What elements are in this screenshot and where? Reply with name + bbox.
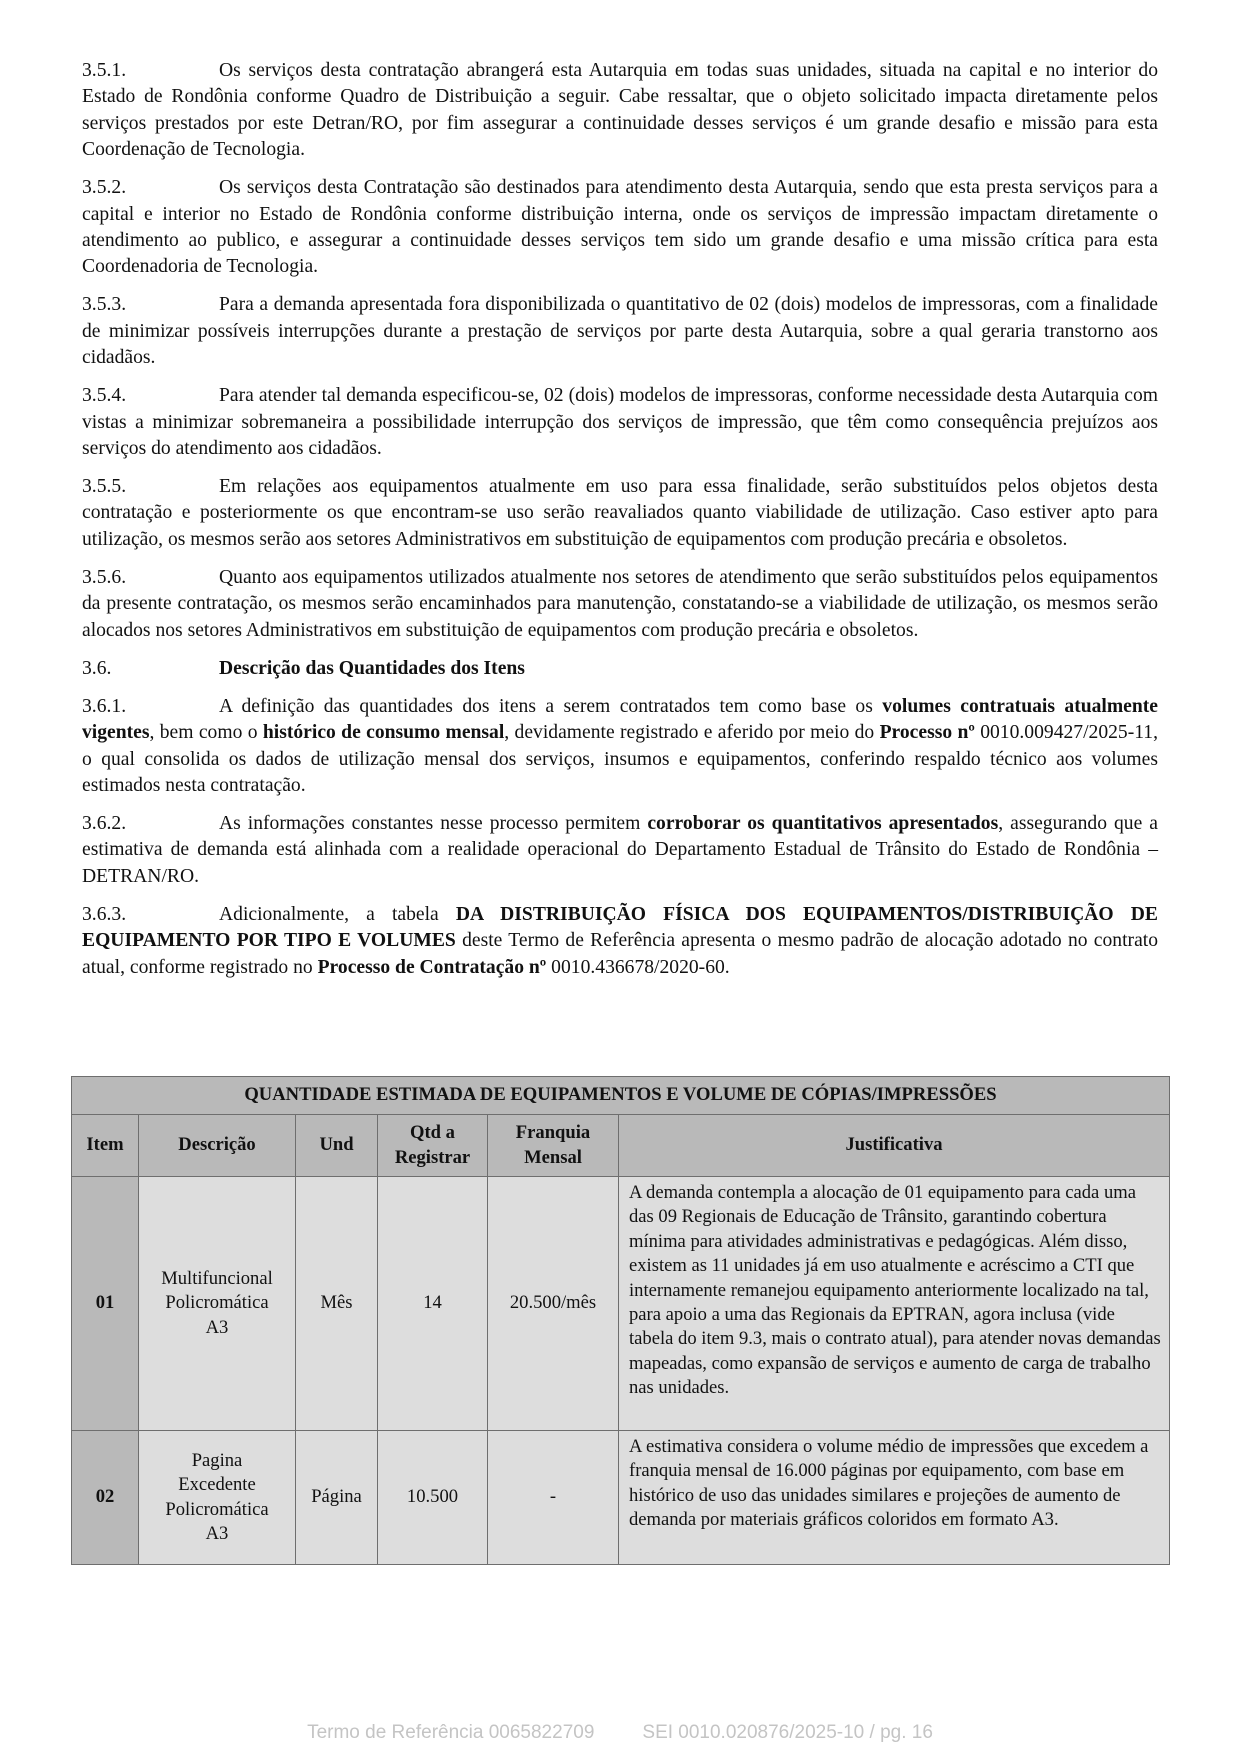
paragraph-text: , bem como o <box>149 722 263 744</box>
document-body <box>82 58 1158 993</box>
paragraph-text: Em relações aos equipamentos atualmente em uso para essa finalidade, serão substituídos pelos objetos desta contratação e posteriormente os que encontram-se uso serão reavaliados quanto viabilidade de utilização. Caso estiver apto para utilização, os mesmos serão aos setores Administrativos em substituição de equipamentos com produção precária e obsoletos. <box>82 476 1158 550</box>
paragraph-text: 0010.009427/2025-11, o qual consolida os dados de utilização mensal dos serviços, insumos e equipamentos, conferindo respaldo técnico aos volumes estimados nesta contratação. <box>82 722 1159 796</box>
header-qtd <box>378 1115 488 1177</box>
header-qtd-line2: Registrar <box>394 1146 471 1168</box>
quantity-table <box>71 1076 1170 1565</box>
bold-text: DA DISTRIBUIÇÃO FÍSICA DOS EQUIPAMENTOS/DISTRIBUIÇÃO DE EQUIPAMENTO POR TIPO E VOLUMES <box>82 903 1158 952</box>
cell-qtd: 14 <box>378 1177 488 1431</box>
desc-line: Policromática <box>165 1292 269 1314</box>
paragraph-text: 0010.436678/2020-60. <box>546 956 730 978</box>
header-item: Item <box>72 1115 139 1177</box>
section-number: 3.6. <box>82 657 112 679</box>
header-justificativa: Justificativa <box>619 1115 1170 1177</box>
paragraph-text: , assegurando que a estimativa de demanda está alinhada com a realidade operacional do Departamento Estadual de Trânsito do Estado de Rondônia – DETRAN/RO. <box>82 812 1158 887</box>
header-qtd-line1: Qtd a <box>410 1122 455 1144</box>
table-title: QUANTIDADE ESTIMADA DE EQUIPAMENTOS E VOLUME DE CÓPIAS/IMPRESSÕES <box>72 1077 1170 1115</box>
header-und: Und <box>296 1115 378 1177</box>
bold-text: histórico de consumo mensal <box>262 722 505 744</box>
paragraph-text: Os serviços desta Contratação são destinados para atendimento desta Autarquia, sendo que esta presta serviços para a capital e interior no Estado de Rondônia conforme distribuição interna, onde os serviços de impressão impactam diretamente o atendimento ao publico, e assegurar a continuidade desses serviços tem sido um grande desafio e uma missão crítica para esta Coordenadoria de Tecnologia. <box>82 177 1158 278</box>
cell-descricao <box>139 1431 296 1565</box>
bold-text: volumes contratuais atualmente vigentes <box>82 695 1158 744</box>
section-number: 3.6.1. <box>82 695 127 717</box>
paragraph-text: Adicionalmente, a tabela <box>219 903 456 925</box>
desc-line: Policromática <box>165 1498 269 1520</box>
section-number: 3.6.3. <box>82 903 127 925</box>
header-descricao: Descrição <box>139 1115 296 1177</box>
paragraph-text: Para atender tal demanda especificou-se, 02 (dois) modelos de impressoras, conforme necessidade desta Autarquia com vistas a minimizar sobremaneira a possibilidade interrupção dos serviços de impressão, que têm como consequência prejuízos aos serviços do atendimento aos cidadãos. <box>82 385 1158 460</box>
footer-document-ref: Termo de Referência 0065822709 <box>307 1722 595 1743</box>
desc-line: A3 <box>205 1522 229 1544</box>
bold-text: corroborar os quantitativos apresentados <box>647 812 999 834</box>
section-number: 3.5.3. <box>82 294 127 316</box>
cell-und: Mês <box>296 1177 378 1431</box>
paragraph-text: deste Termo de Referência apresenta o mesmo padrão de alocação adotado no contrato atual, conforme registrado no <box>82 930 1159 978</box>
section-number: 3.5.2. <box>82 177 127 199</box>
paragraph <box>82 175 1158 281</box>
cell-qtd: 10.500 <box>378 1431 488 1565</box>
bold-text: Descrição das Quantidades dos Itens <box>219 657 525 679</box>
paragraph-text: , devidamente registrado e aferido por meio do <box>504 722 880 744</box>
bold-text: Processo de Contratação nº <box>317 956 547 978</box>
cell-franquia: 20.500/mês <box>488 1177 619 1431</box>
paragraph <box>82 694 1158 800</box>
cell-und: Página <box>296 1431 378 1565</box>
paragraph-text: Para a demanda apresentada fora disponibilizada o quantitativo de 02 (dois) modelos de impressoras, com a finalidade de minimizar possíveis interrupções durante a prestação de serviços por parte desta Autarquia, sobre a qual geraria transtorno aos cidadãos. <box>82 294 1158 369</box>
bold-text: Processo nº <box>879 722 975 744</box>
table-row <box>72 1177 1170 1431</box>
cell-item: 02 <box>72 1431 139 1565</box>
section-number: 3.5.5. <box>82 476 127 498</box>
desc-line: Excedente <box>178 1474 256 1496</box>
section-number: 3.5.1. <box>82 60 127 81</box>
paragraph <box>82 474 1158 553</box>
paragraph-text: Os serviços desta contratação abrangerá esta Autarquia em todas suas unidades, situada na capital e no interior do Estado de Rondônia conforme Quadro de Distribuição a seguir. Cabe ressaltar, que o objeto solicitado impacta diretamente pelos serviços prestados por este Detran/RO, por fim assegurar a continuidade desses serviços é um grande desafio e missão para esta Coordenação de Tecnologia. <box>82 60 1158 161</box>
paragraph <box>82 292 1158 371</box>
paragraph-text: A definição das quantidades dos itens a serem contratados tem como base os <box>219 695 883 717</box>
cell-descricao <box>139 1177 296 1431</box>
cell-justificativa: A demanda contempla a alocação de 01 equipamento para cada uma das 09 Regionais de Educação de Trânsito, garantindo cobertura mínima para atividades administrativas e pedagógicas. Além disso, existem as 11 unidades já em uso atualmente e acréscimo a CTI que internamente remanejou equipamento anteriormente localizado na tal, para apoio a uma das Regionais da EPTRAN, agora inclusa (vide tabela do item 9.3, mais o contrato atual), para atender novas demandas mapeadas, como expansão de serviços e aumento de carga de trabalho nas unidades. <box>619 1177 1170 1431</box>
desc-line: Pagina <box>191 1449 243 1471</box>
section-number: 3.5.4. <box>82 385 127 407</box>
paragraph-text: Quanto aos equipamentos utilizados atualmente nos setores de atendimento que serão substituídos pelos equipamentos da presente contratação, os mesmos serão encaminhados para manutenção, constatando-se a viabilidade de utilização, os mesmos serão alocados nos setores Administrativos em substituição de equipamentos com produção precária e obsoletos. <box>82 566 1158 641</box>
paragraph <box>82 902 1158 981</box>
table-row <box>72 1431 1170 1565</box>
paragraph <box>82 58 1158 164</box>
header-franquia-line1: Franquia <box>515 1122 591 1144</box>
desc-line: Multifuncional <box>161 1267 273 1289</box>
header-franquia-line2: Mensal <box>524 1146 582 1168</box>
section-number: 3.6.2. <box>82 812 127 834</box>
cell-justificativa: A estimativa considera o volume médio de impressões que excedem a franquia mensal de 16.000 páginas por equipamento, com base em histórico de uso das unidades similares e projeções de aumento de demanda por materiais gráficos coloridos em formato A3. <box>619 1431 1170 1565</box>
desc-line: A3 <box>205 1316 229 1338</box>
header-franquia <box>488 1115 619 1177</box>
paragraph-text: As informações constantes nesse processo permitem <box>219 812 648 834</box>
cell-franquia: - <box>488 1431 619 1565</box>
paragraph <box>82 565 1158 644</box>
page-footer <box>0 1722 1240 1744</box>
paragraph <box>82 383 1158 462</box>
paragraph <box>82 811 1158 890</box>
footer-sei-page: SEI 0010.020876/2025-10 / pg. 16 <box>642 1722 933 1743</box>
cell-item: 01 <box>72 1177 139 1431</box>
paragraph <box>82 656 1158 682</box>
section-number: 3.5.6. <box>82 566 127 588</box>
